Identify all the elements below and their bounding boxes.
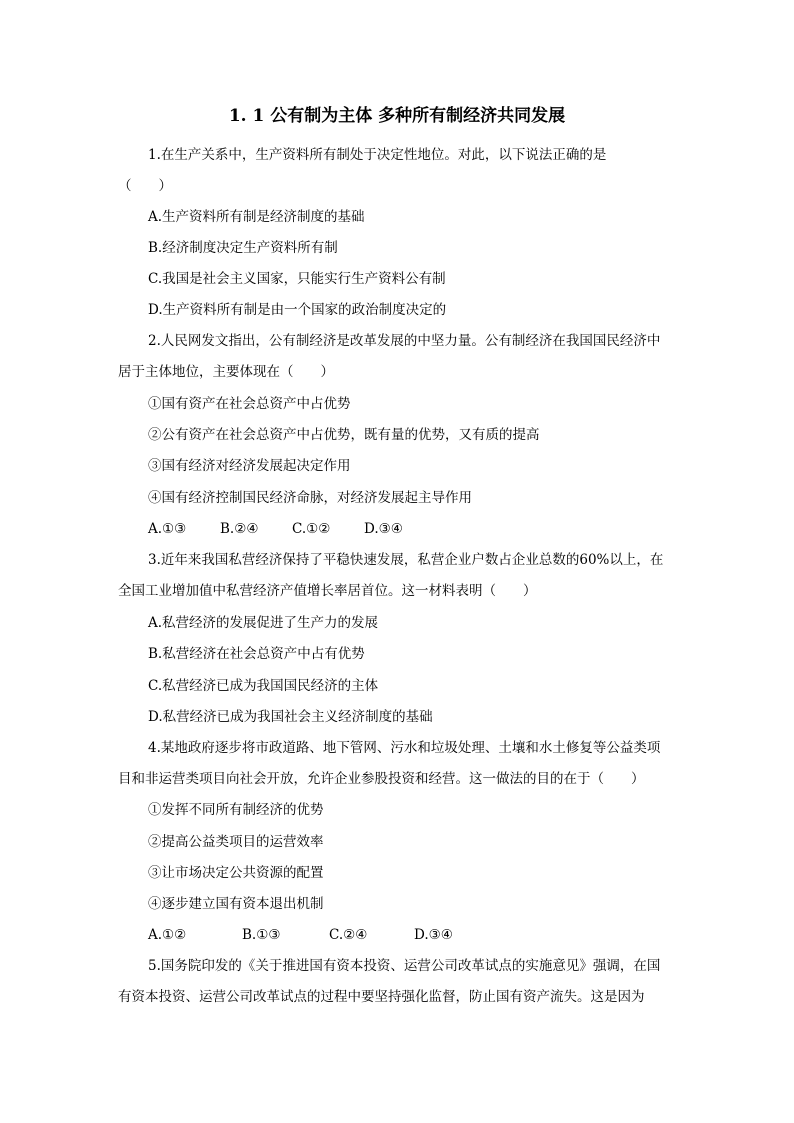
question-2-statement-4: ④国有经济控制国民经济命脉，对经济发展起主导作用 bbox=[148, 490, 472, 506]
question-2-choice-b: B.②④ bbox=[220, 521, 259, 537]
question-4-statement-2: ②提高公益类项目的运营效率 bbox=[148, 834, 324, 850]
question-4-choice-b: B.①③ bbox=[242, 927, 281, 943]
question-4-statement-1: ①发挥不同所有制经济的优势 bbox=[148, 802, 324, 818]
question-3-stem-line-2: 全国工业增加值中私营经济产值增长率居首位。这一材料表明（ ） bbox=[118, 583, 537, 599]
question-1-stem-line-2: （ ） bbox=[118, 178, 172, 194]
question-4-choice-d: D.③④ bbox=[414, 927, 453, 943]
question-3-option-d: D.私营经济已成为我国社会主义经济制度的基础 bbox=[148, 709, 433, 725]
question-5-stem-line-2: 有资本投资、运营公司改革试点的过程中要坚持强化监督，防止国有资产流失。这是因为 bbox=[118, 989, 645, 1005]
question-3-stem-line-1: 3.近年来我国私营经济保持了平稳快速发展，私营企业户数占企业总数的60%以上，在 bbox=[148, 552, 664, 568]
question-2-statement-1: ①国有资产在社会总资产中占优势 bbox=[148, 396, 351, 412]
question-1-option-a: A.生产资料所有制是经济制度的基础 bbox=[148, 209, 365, 225]
question-2-choice-d: D.③④ bbox=[364, 521, 403, 537]
question-5-stem-line-1: 5.国务院印发的《关于推进国有资本投资、运营公司改革试点的实施意见》强调，在国 bbox=[148, 958, 661, 974]
question-2-stem-line-1: 2.人民网发文指出，公有制经济是改革发展的中坚力量。公有制经济在我国国民经济中 bbox=[148, 333, 661, 349]
question-2-statement-3: ③国有经济对经济发展起决定作用 bbox=[148, 458, 351, 474]
question-2-statement-2: ②公有资产在社会总资产中占优势，既有量的优势，又有质的提高 bbox=[148, 427, 540, 443]
question-1-option-c: C.我国是社会主义国家，只能实行生产资料公有制 bbox=[148, 271, 446, 287]
question-4-choices bbox=[148, 925, 453, 945]
question-2-choice-c: C.①② bbox=[292, 521, 331, 537]
question-4-statement-3: ③让市场决定公共资源的配置 bbox=[148, 865, 324, 881]
question-2-stem-line-2: 居于主体地位，主要体现在（ ） bbox=[118, 364, 334, 380]
question-1-option-b: B.经济制度决定生产资料所有制 bbox=[148, 240, 338, 256]
question-4-choice-a: A.①② bbox=[148, 927, 187, 943]
question-1-option-d: D.生产资料所有制是由一个国家的政治制度决定的 bbox=[148, 302, 447, 318]
question-2-choices bbox=[148, 519, 403, 539]
question-3-option-a: A.私营经济的发展促进了生产力的发展 bbox=[148, 615, 379, 631]
question-4-statement-4: ④逐步建立国有资本退出机制 bbox=[148, 896, 324, 912]
question-4-stem-line-2: 目和非运营类项目向社会开放，允许企业参股投资和经营。这一做法的目的在于（ ） bbox=[118, 771, 645, 787]
question-3-option-c: C.私营经济已成为我国国民经济的主体 bbox=[148, 678, 379, 694]
question-4-choice-c: C.②④ bbox=[329, 927, 368, 943]
question-2-choice-a: A.①③ bbox=[148, 521, 187, 537]
question-3-option-b: B.私营经济在社会总资产中占有优势 bbox=[148, 646, 365, 662]
document-title: 1. 1 公有制为主体 多种所有制经济共同发展 bbox=[228, 106, 566, 126]
question-4-stem-line-1: 4.某地政府逐步将市政道路、地下管网、污水和垃圾处理、土壤和水土修复等公益类项 bbox=[148, 740, 661, 756]
question-1-stem-line-1: 1.在生产关系中，生产资料所有制处于决定性地位。对此，以下说法正确的是 bbox=[148, 147, 607, 163]
